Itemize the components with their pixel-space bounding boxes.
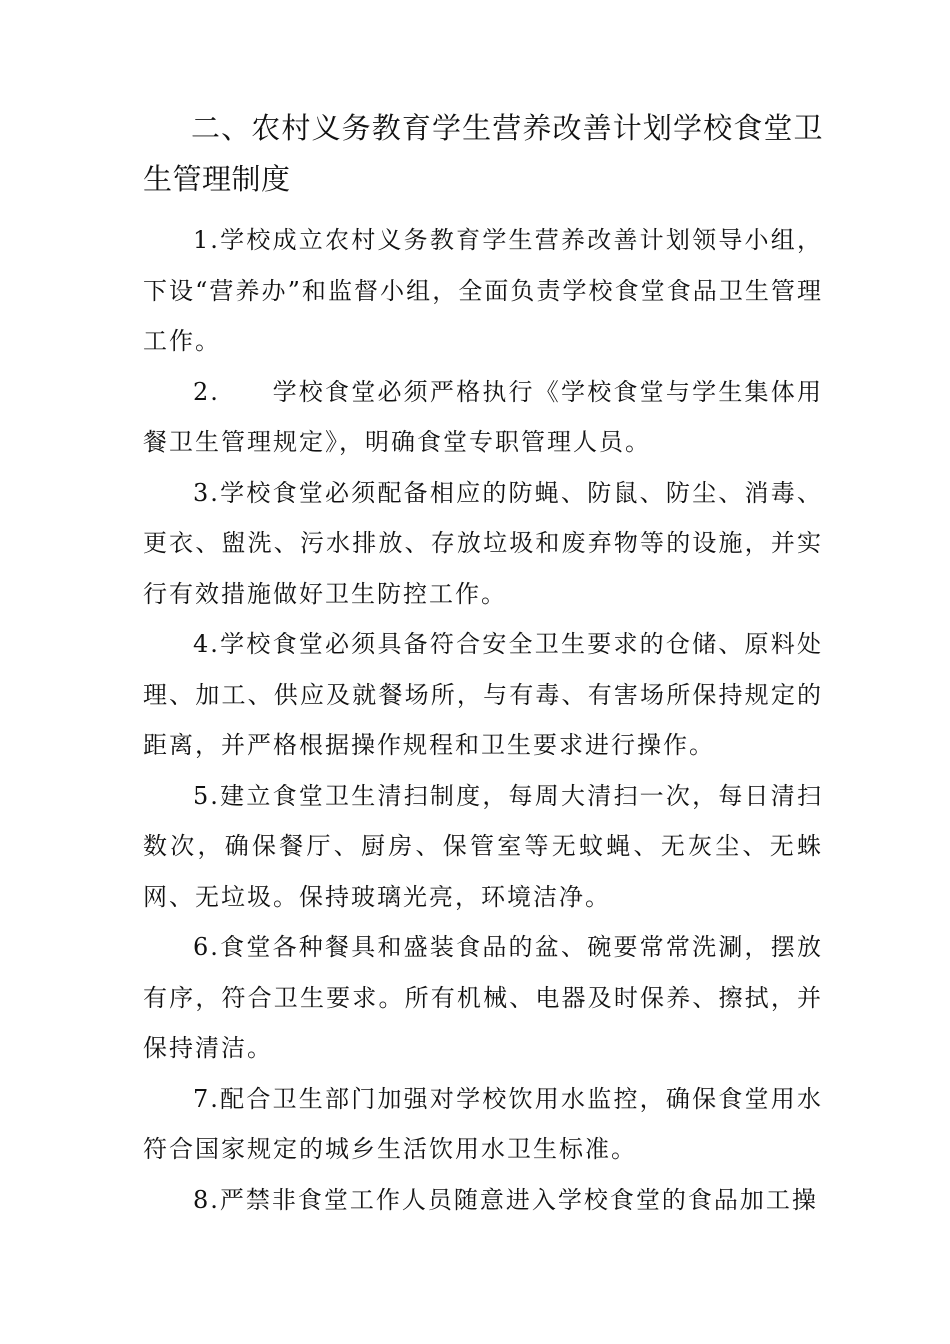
paragraph-7: 7.配合卫生部门加强对学校饮用水监控，确保食堂用水符合国家规定的城乡生活饮用水卫生标准。	[143, 1084, 823, 1163]
paragraph-2: 2. 学校食堂必须严格执行《学校食堂与学生集体用餐卫生管理规定》，明确食堂专职管理人员。	[143, 377, 823, 456]
document-body	[143, 103, 823, 1225]
paragraph-3: 3.学校食堂必须配备相应的防蝇、防鼠、防尘、消毒、更衣、盥洗、污水排放、存放垃圾和废弃物等的设施，并实行有效措施做好卫生防控工作。	[143, 478, 823, 608]
paragraph-5: 5.建立食堂卫生清扫制度，每周大清扫一次，每日清扫数次，确保餐厅、厨房、保管室等无蚊蝇、无灰尘、无蛛网、无垃圾。保持玻璃光亮，环境洁净。	[143, 781, 823, 911]
document-heading: 二、农村义务教育学生营养改善计划学校食堂卫生管理制度	[143, 111, 823, 196]
paragraph-1: 1.学校成立农村义务教育学生营养改善计划领导小组，下设“营养办”和监督小组，全面负责学校食堂食品卫生管理工作。	[143, 226, 823, 355]
paragraph-4: 4.学校食堂必须具备符合安全卫生要求的仓储、原料处理、加工、供应及就餐场所，与有毒、有害场所保持规定的距离，并严格根据操作规程和卫生要求进行操作。	[143, 630, 823, 759]
paragraph-8: 8.严禁非食堂工作人员随意进入学校食堂的食品加工操	[193, 1185, 818, 1214]
paragraph-6: 6.食堂各种餐具和盛装食品的盆、碗要常常洗涮，摆放有序，符合卫生要求。所有机械、电器及时保养、擦拭，并保持清洁。	[143, 933, 823, 1062]
